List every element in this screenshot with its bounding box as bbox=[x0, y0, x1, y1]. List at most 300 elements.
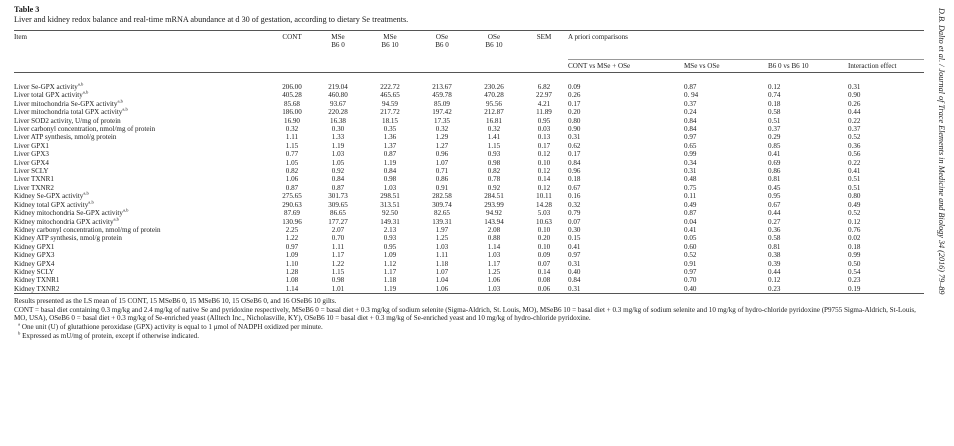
row-value: 0.70 bbox=[684, 276, 697, 285]
row-value: 1.27 bbox=[435, 141, 449, 150]
row-value: 0.96 bbox=[568, 167, 581, 176]
row-value: 0.84 bbox=[568, 158, 581, 167]
table-row bbox=[14, 285, 924, 294]
row-value: 1.07 bbox=[435, 267, 449, 276]
row-value: 293.99 bbox=[484, 200, 504, 209]
row-value: 0.22 bbox=[848, 116, 861, 125]
row-value: 1.25 bbox=[435, 234, 449, 243]
table-row bbox=[14, 226, 924, 234]
row-value: 16.81 bbox=[486, 116, 502, 125]
row-value: 0.32 bbox=[435, 125, 449, 134]
row-value: 1.06 bbox=[435, 284, 449, 293]
row-value: 465.65 bbox=[380, 91, 400, 100]
row-value: 0.14 bbox=[537, 175, 551, 184]
row-value: 0.91 bbox=[684, 259, 697, 268]
row-value: 1.05 bbox=[331, 158, 345, 167]
row-value: 0.84 bbox=[568, 276, 581, 285]
row-value: 18.15 bbox=[382, 116, 398, 125]
row-value: 0.37 bbox=[848, 125, 861, 134]
row-value: 0.30 bbox=[331, 125, 345, 134]
header-cont: CONT bbox=[272, 31, 312, 60]
row-value: 213.67 bbox=[432, 83, 452, 91]
row-item-label: Liver Se-GPX activity$^{a,b}$ bbox=[14, 81, 84, 91]
row-value: 0.50 bbox=[848, 259, 861, 268]
row-value: 0.87 bbox=[684, 209, 697, 218]
row-value: 0.75 bbox=[684, 183, 697, 192]
row-value: 0.18 bbox=[568, 175, 581, 184]
row-value: 0.44 bbox=[848, 108, 861, 117]
row-value: 1.17 bbox=[331, 251, 345, 260]
row-value: 0.30 bbox=[568, 225, 581, 234]
header-mse-vs-ose: MSe vs OSe bbox=[684, 62, 720, 70]
row-value: 197.42 bbox=[432, 108, 452, 117]
row-value: 0.97 bbox=[684, 267, 697, 276]
row-value: 0.09 bbox=[537, 251, 551, 260]
table-row bbox=[14, 91, 924, 99]
row-value: 0.54 bbox=[848, 267, 861, 276]
row-value: 212.87 bbox=[484, 108, 504, 117]
row-item-label: Liver SCLY bbox=[14, 167, 49, 176]
row-value: 0.12 bbox=[537, 150, 551, 159]
row-value: 0.84 bbox=[684, 125, 697, 134]
footnote-a: $^a$ One unit (U) of glutathione peroxidase (GPX) activity is equal to 1 μmol of NADPH oxidized per minute. bbox=[18, 321, 323, 331]
row-value: 1.18 bbox=[435, 259, 449, 268]
table-row bbox=[14, 234, 924, 242]
row-value: 143.94 bbox=[484, 217, 504, 226]
note-ls-means: Results presented as the LS mean of 15 CONT, 15 MSeB6 0, 15 MSeB6 10, 15 OSeB6 0, and 16 OSeB6 10 gilts. bbox=[14, 297, 337, 306]
row-value: 0.23 bbox=[848, 276, 861, 285]
row-value: 284.51 bbox=[484, 192, 504, 201]
footnote-b: $^b$ Expressed as mU/mg of protein, except if otherwise indicated. bbox=[18, 330, 199, 340]
row-value: 0.90 bbox=[568, 125, 581, 134]
row-value: 0.99 bbox=[684, 150, 697, 159]
row-value: 220.28 bbox=[328, 108, 348, 117]
row-value: 0.49 bbox=[848, 200, 861, 209]
row-value: 130.96 bbox=[282, 217, 302, 226]
row-value: 1.28 bbox=[285, 267, 299, 276]
row-value: 1.17 bbox=[487, 259, 501, 268]
row-value: 139.31 bbox=[432, 217, 452, 226]
row-value: 1.19 bbox=[331, 141, 345, 150]
row-value: 1.15 bbox=[285, 141, 299, 150]
row-value: 92.50 bbox=[382, 209, 398, 218]
row-value: 1.33 bbox=[331, 133, 345, 142]
row-value: 93.67 bbox=[330, 99, 346, 108]
header-mse0: MSe B6 0 bbox=[312, 31, 364, 60]
row-value: 1.06 bbox=[285, 175, 299, 184]
header-mse10: MSe B6 10 bbox=[364, 31, 416, 60]
row-item-label: Liver GPX1 bbox=[14, 141, 49, 150]
row-value: 0.12 bbox=[537, 183, 551, 192]
table-body bbox=[14, 73, 924, 294]
row-value: 17.35 bbox=[434, 116, 450, 125]
row-value: 1.07 bbox=[435, 158, 449, 167]
row-value: 0.10 bbox=[537, 242, 551, 251]
table-row bbox=[14, 142, 924, 150]
row-value: 0.71 bbox=[435, 167, 449, 176]
row-value: 1.03 bbox=[435, 242, 449, 251]
row-value: 1.25 bbox=[487, 267, 501, 276]
row-value: 0.31 bbox=[568, 259, 581, 268]
row-value: 0.31 bbox=[568, 133, 581, 142]
row-value: 1.09 bbox=[383, 251, 397, 260]
row-value: 0.58 bbox=[768, 108, 781, 117]
row-value: 0.34 bbox=[684, 158, 697, 167]
row-value: 0.37 bbox=[768, 125, 781, 134]
header-ose10: OSe B6 10 bbox=[468, 31, 520, 60]
row-item-label: Liver GPX3 bbox=[14, 150, 49, 159]
row-value: 282.58 bbox=[432, 192, 452, 201]
row-value: 301.73 bbox=[328, 192, 348, 201]
row-value: 0.85 bbox=[768, 141, 781, 150]
row-value: 0.17 bbox=[568, 99, 581, 108]
row-value: 1.03 bbox=[487, 284, 501, 293]
row-value: 0.98 bbox=[331, 276, 345, 285]
header-apriori: A priori comparisons bbox=[568, 31, 924, 60]
header-cont-vs-mse-ose: CONT vs MSe + OSe bbox=[568, 62, 631, 70]
row-item-label: Liver TXNR1 bbox=[14, 175, 54, 184]
row-value: 0.65 bbox=[684, 141, 697, 150]
row-value: 470.28 bbox=[484, 91, 504, 100]
row-value: 1.12 bbox=[383, 259, 397, 268]
table-row bbox=[14, 268, 924, 276]
row-value: 0.12 bbox=[537, 167, 551, 176]
row-value: 1.14 bbox=[285, 284, 299, 293]
row-value: 0.40 bbox=[568, 267, 581, 276]
row-value: 0.97 bbox=[684, 133, 697, 142]
row-value: 0.02 bbox=[848, 234, 861, 243]
row-item-label: Kidney SCLY bbox=[14, 267, 55, 276]
table-notes bbox=[14, 297, 924, 340]
row-value: 95.56 bbox=[486, 99, 502, 108]
row-value: 0.51 bbox=[768, 116, 781, 125]
row-value: 0.77 bbox=[285, 150, 299, 159]
table-row bbox=[14, 159, 924, 167]
row-value: 0.04 bbox=[684, 217, 697, 226]
row-value: 0.18 bbox=[848, 242, 861, 251]
row-value: 1.22 bbox=[331, 259, 345, 268]
table-row bbox=[14, 276, 924, 284]
row-value: 0.15 bbox=[568, 234, 581, 243]
row-value: 0.17 bbox=[537, 141, 551, 150]
row-item-label: Liver GPX4 bbox=[14, 158, 49, 167]
row-value: 0.86 bbox=[768, 167, 781, 176]
row-value: 0.95 bbox=[537, 116, 551, 125]
row-value: 0.26 bbox=[568, 91, 581, 100]
row-value: 0.51 bbox=[848, 183, 861, 192]
row-item-label: Kidney mitochondria Se-GPX activity$^{a,b}$ bbox=[14, 207, 129, 218]
table-row bbox=[14, 201, 924, 209]
row-value: 0.78 bbox=[487, 175, 501, 184]
header-ose0: OSe B6 0 bbox=[416, 31, 468, 60]
row-value: 2.13 bbox=[383, 225, 397, 234]
row-value: 0.08 bbox=[537, 276, 551, 285]
row-value: 0.80 bbox=[568, 116, 581, 125]
row-value: 0.09 bbox=[568, 83, 581, 91]
row-value: 0.05 bbox=[684, 234, 697, 243]
row-value: 82.65 bbox=[434, 209, 450, 218]
table-page bbox=[14, 5, 924, 340]
row-value: 0.62 bbox=[568, 141, 581, 150]
row-value: 0.31 bbox=[684, 167, 697, 176]
row-value: 0.92 bbox=[331, 167, 345, 176]
row-value: 0.45 bbox=[768, 183, 781, 192]
row-item-label: Kidney GPX3 bbox=[14, 251, 55, 260]
row-value: 0.20 bbox=[568, 108, 581, 117]
row-value: 2.07 bbox=[331, 225, 345, 234]
row-value: 0.24 bbox=[684, 108, 697, 117]
row-value: 0.36 bbox=[848, 141, 861, 150]
row-value: 0.10 bbox=[537, 225, 551, 234]
header-b6-0-vs-b6-10: B6 0 vs B6 10 bbox=[768, 62, 809, 70]
row-value: 87.69 bbox=[284, 209, 300, 218]
row-value: 0.16 bbox=[568, 192, 581, 201]
row-value: 0.32 bbox=[568, 200, 581, 209]
row-value: 0.81 bbox=[768, 175, 781, 184]
table-row bbox=[14, 133, 924, 141]
row-value: 0.40 bbox=[684, 284, 697, 293]
row-value: 1.41 bbox=[487, 133, 501, 142]
row-value: 0.41 bbox=[568, 242, 581, 251]
row-value: 10.63 bbox=[536, 217, 552, 226]
row-value: 0.96 bbox=[435, 150, 449, 159]
row-item-label: Kidney GPX4 bbox=[14, 259, 55, 268]
row-value: 94.92 bbox=[486, 209, 502, 218]
table-row bbox=[14, 100, 924, 108]
row-value: 0.41 bbox=[768, 150, 781, 159]
row-item-label: Kidney ATP synthesis, nmol/g protein bbox=[14, 234, 122, 243]
row-value: 0.69 bbox=[768, 158, 781, 167]
row-item-label: Kidney total GPX activity$^{a,b}$ bbox=[14, 199, 94, 209]
row-item-label: Kidney TXNR2 bbox=[14, 284, 60, 293]
row-value: 0.07 bbox=[537, 259, 551, 268]
row-value: 0.74 bbox=[768, 91, 781, 100]
note-treatments: CONT = basal diet containing 0.3 mg/kg and 2.4 mg/kg of native Se and pyridoxine respectively, MSeB6 0 = basal diet + 0.3 mg/kg of sodium selenite (Sigma-Aldrich, St. Louis, MO), MSeB6 10 = basal diet + 0.3 mg/kg of sodium selenite and 10 mg/kg of hydro-chloride pyridoxine (P9755 Sigma-Aldrich, St-Louis, MO, USA), OSeB6 0 = basal diet + 0.3 mg/kg of Se-enriched yeast (Alltech Inc., Nicholasville, KY), OSeB6 10 = basal diet + 0.3 mg/kg of Se-enriched yeast and 10 mg/kg of hydro-chloride pyridoxine. bbox=[14, 305, 916, 323]
table-row bbox=[14, 167, 924, 175]
row-value: 0.97 bbox=[285, 242, 299, 251]
row-value: 206.00 bbox=[282, 83, 302, 91]
row-value: 222.72 bbox=[380, 83, 400, 91]
table-title: Liver and kidney redox balance and real-time mRNA abundance at d 30 of gestation, according to dietary Se treatments. bbox=[14, 15, 409, 24]
row-value: 230.26 bbox=[484, 83, 504, 91]
row-value: 1.04 bbox=[435, 276, 449, 285]
row-value: 275.65 bbox=[282, 192, 302, 201]
row-value: 0.87 bbox=[285, 183, 299, 192]
results-table bbox=[14, 30, 924, 294]
header-item: Item bbox=[14, 31, 272, 60]
row-value: 0.84 bbox=[331, 175, 345, 184]
row-item-label: Kidney GPX1 bbox=[14, 242, 55, 251]
row-value: 309.65 bbox=[328, 200, 348, 209]
row-value: 0.29 bbox=[768, 133, 781, 142]
table-label: Table 3 bbox=[14, 5, 40, 14]
row-value: 0. 94 bbox=[684, 91, 699, 100]
row-value: 0.03 bbox=[537, 125, 551, 134]
row-value: 149.31 bbox=[380, 217, 400, 226]
row-value: 16.90 bbox=[284, 116, 300, 125]
row-value: 0.80 bbox=[848, 192, 861, 201]
row-value: 0.88 bbox=[487, 234, 501, 243]
row-value: 1.11 bbox=[331, 242, 345, 251]
row-value: 0.36 bbox=[768, 225, 781, 234]
row-value: 0.79 bbox=[568, 209, 581, 218]
row-value: 1.15 bbox=[487, 141, 501, 150]
row-item-label: Liver carbonyl concentration, nmol/mg of protein bbox=[14, 125, 156, 134]
row-value: 0.51 bbox=[848, 175, 861, 184]
row-value: 0.44 bbox=[768, 209, 781, 218]
row-value: 217.72 bbox=[380, 108, 400, 117]
row-value: 1.05 bbox=[285, 158, 299, 167]
row-value: 0.13 bbox=[537, 133, 551, 142]
row-value: 0.76 bbox=[848, 225, 861, 234]
row-value: 0.41 bbox=[684, 225, 697, 234]
row-value: 0.56 bbox=[848, 150, 861, 159]
row-value: 0.92 bbox=[487, 183, 501, 192]
row-value: 0.44 bbox=[768, 267, 781, 276]
row-value: 0.84 bbox=[383, 167, 397, 176]
row-value: 177.27 bbox=[328, 217, 348, 226]
row-value: 0.98 bbox=[487, 158, 501, 167]
row-value: 0.93 bbox=[487, 150, 501, 159]
row-value: 1.09 bbox=[285, 251, 299, 260]
row-value: 0.86 bbox=[435, 175, 449, 184]
row-value: 0.67 bbox=[768, 200, 781, 209]
row-value: 0.12 bbox=[768, 276, 781, 285]
table-row bbox=[14, 73, 924, 92]
table-row bbox=[14, 192, 924, 200]
row-value: 1.97 bbox=[435, 225, 449, 234]
row-value: 86.65 bbox=[330, 209, 346, 218]
table-row bbox=[14, 108, 924, 116]
row-value: 0.23 bbox=[768, 284, 781, 293]
row-value: 0.99 bbox=[848, 251, 861, 260]
row-value: 1.11 bbox=[285, 133, 299, 142]
row-value: 405.28 bbox=[282, 91, 302, 100]
row-value: 1.17 bbox=[383, 267, 397, 276]
row-value: 0.91 bbox=[435, 183, 449, 192]
row-value: 0.07 bbox=[568, 217, 581, 226]
row-value: 4.21 bbox=[537, 99, 551, 108]
row-value: 0.98 bbox=[383, 175, 397, 184]
row-item-label: Liver SOD2 activity, U/mg of protein bbox=[14, 116, 121, 125]
row-value: 14.28 bbox=[536, 200, 552, 209]
row-value: 0.84 bbox=[684, 116, 697, 125]
row-value: 0.52 bbox=[684, 251, 697, 260]
row-item-label: Liver ATP synthesis, nmol/g protein bbox=[14, 133, 117, 142]
row-item-label: Liver mitochondria Se-GPX activity$^{a,b}$ bbox=[14, 98, 123, 108]
row-value: 0.90 bbox=[848, 91, 861, 100]
table-row bbox=[14, 125, 924, 133]
row-value: 0.67 bbox=[568, 183, 581, 192]
table-row bbox=[14, 209, 924, 217]
row-value: 0.35 bbox=[383, 125, 397, 134]
row-value: 0.60 bbox=[684, 242, 697, 251]
row-value: 1.03 bbox=[487, 251, 501, 260]
row-value: 0.48 bbox=[684, 175, 697, 184]
row-value: 1.19 bbox=[383, 158, 397, 167]
row-value: 0.32 bbox=[487, 125, 501, 134]
row-value: 0.58 bbox=[768, 234, 781, 243]
row-value: 0.87 bbox=[684, 83, 697, 91]
row-value: 0.32 bbox=[285, 125, 299, 134]
row-value: 313.51 bbox=[380, 200, 400, 209]
row-value: 10.11 bbox=[536, 192, 552, 201]
row-value: 0.81 bbox=[768, 242, 781, 251]
row-value: 1.37 bbox=[383, 141, 397, 150]
header-sem: SEM bbox=[520, 31, 568, 60]
row-value: 0.70 bbox=[331, 234, 345, 243]
row-item-label: Liver total GPX activity$^{a,b}$ bbox=[14, 90, 89, 100]
row-value: 1.03 bbox=[383, 183, 397, 192]
row-value: 0.82 bbox=[285, 167, 299, 176]
row-value: 11.89 bbox=[536, 108, 552, 117]
row-value: 0.52 bbox=[848, 133, 861, 142]
row-value: 0.14 bbox=[537, 267, 551, 276]
row-value: 460.80 bbox=[328, 91, 348, 100]
row-value: 0.06 bbox=[537, 284, 551, 293]
row-value: 0.41 bbox=[848, 167, 861, 176]
row-value: 290.63 bbox=[282, 200, 302, 209]
row-value: 0.95 bbox=[383, 242, 397, 251]
row-value: 1.14 bbox=[487, 242, 501, 251]
row-value: 0.82 bbox=[487, 167, 501, 176]
row-item-label: Kidney Se-GPX activity$^{a,b}$ bbox=[14, 190, 89, 201]
row-value: 0.18 bbox=[768, 99, 781, 108]
row-value: 0.22 bbox=[848, 158, 861, 167]
table-row bbox=[14, 150, 924, 158]
row-value: 0.11 bbox=[684, 192, 697, 201]
row-value: 0.27 bbox=[768, 217, 781, 226]
row-item-label: Kidney carbonyl concentration, nmol/mg of protein bbox=[14, 225, 161, 234]
row-item-label: Liver TXNR2 bbox=[14, 183, 54, 192]
row-value: 94.59 bbox=[382, 99, 398, 108]
row-value: 16.38 bbox=[330, 116, 346, 125]
row-value: 0.20 bbox=[537, 234, 551, 243]
row-value: 186.00 bbox=[282, 108, 302, 117]
table-row bbox=[14, 251, 924, 259]
row-value: 1.18 bbox=[383, 276, 397, 285]
row-value: 1.08 bbox=[285, 276, 299, 285]
row-value: 0.19 bbox=[848, 284, 861, 293]
row-value: 0.17 bbox=[568, 150, 581, 159]
row-value: 0.10 bbox=[537, 158, 551, 167]
row-value: 1.01 bbox=[331, 284, 345, 293]
row-value: 1.29 bbox=[435, 133, 449, 142]
row-value: 0.95 bbox=[768, 192, 781, 201]
table-row bbox=[14, 175, 924, 183]
row-value: 0.93 bbox=[383, 234, 397, 243]
row-value: 2.08 bbox=[487, 225, 501, 234]
row-item-label: Kidney mitochondria GPX activity$^{a,b}$ bbox=[14, 216, 119, 226]
row-value: 1.15 bbox=[331, 267, 345, 276]
row-value: 22.97 bbox=[536, 91, 552, 100]
row-value: 6.82 bbox=[537, 83, 551, 91]
row-value: 459.78 bbox=[432, 91, 452, 100]
row-value: 0.39 bbox=[768, 259, 781, 268]
row-value: 1.11 bbox=[435, 251, 449, 260]
table-row bbox=[14, 117, 924, 125]
table-row bbox=[14, 184, 924, 192]
row-value: 0.31 bbox=[848, 83, 861, 91]
row-value: 1.22 bbox=[285, 234, 299, 243]
row-value: 0.52 bbox=[848, 209, 861, 218]
row-value: 0.12 bbox=[768, 83, 781, 91]
row-value: 0.97 bbox=[568, 251, 581, 260]
row-item-label: Kidney TXNR1 bbox=[14, 276, 60, 285]
row-value: 0.87 bbox=[383, 150, 397, 159]
row-value: 1.03 bbox=[331, 150, 345, 159]
table-row bbox=[14, 243, 924, 251]
